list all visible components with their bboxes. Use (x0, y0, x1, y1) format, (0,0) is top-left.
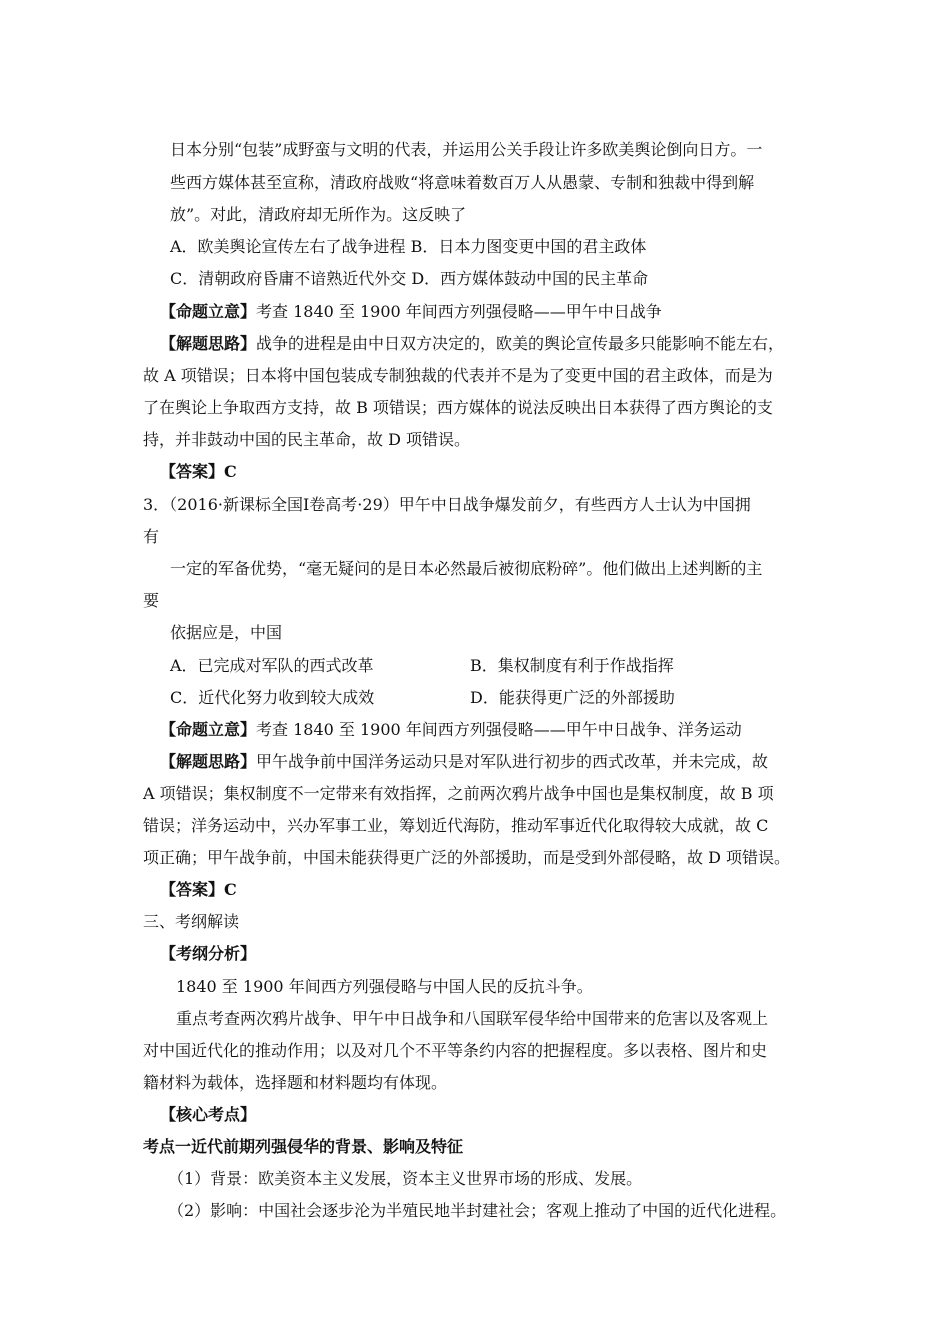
q3-stem-line: 要 (143, 591, 160, 610)
section-heading: 三、考纲解读 (143, 912, 240, 931)
q3-analysis-line: 错误；洋务运动中，兴办军事工业，筹划近代海防，推动军事近代化取得较大成就，故 C (143, 816, 769, 835)
outline-para-line: 重点考查两次鸦片战争、甲午中日战争和八国联军侵华给中国带来的危害以及客观上 (176, 1009, 769, 1028)
q3-analysis-first: 甲午战争前中国洋务运动只是对军队进行初步的西式改革，并未完成，故 (256, 752, 769, 771)
core-points-label: 【核心考点】 (160, 1105, 257, 1124)
q3-analysis-label: 【解题思路】 (160, 752, 257, 771)
point-title: 考点一近代前期列强侵华的背景、影响及特征 (143, 1137, 464, 1156)
q3-answer-value: C (224, 880, 237, 899)
q3-option-a: A．已完成对军队的西式改革 (170, 656, 374, 675)
point-item: （1）背景：欧美资本主义发展，资本主义世界市场的形成、发展。 (168, 1169, 643, 1188)
q3-analysis-line: A 项错误；集权制度不一定带来有效指挥，之前两次鸦片战争中国也是集权制度，故 B 项 (143, 784, 774, 803)
outline-para-line: 对中国近代化的推动作用；以及对几个不平等条约内容的把握程度。多以表格、图片和史 (143, 1041, 768, 1060)
q2-analysis (160, 334, 784, 354)
q2-intent-text: 考查 1840 至 1900 年间西方列强侵略——甲午中日战争 (256, 302, 662, 321)
q2-option-line: A．欧美舆论宣传左右了战争进程 B．日本力图变更中国的君主政体 (170, 237, 647, 256)
q2-intent-label: 【命题立意】 (160, 302, 257, 321)
q3-stem-line: 依据应是，中国 (170, 623, 283, 642)
q2-option-line: C．清朝政府昏庸不谙熟近代外交 D．西方媒体鼓动中国的民主革命 (170, 269, 649, 288)
q2-stem-line: 些西方媒体甚至宣称，清政府战败“将意味着数百万人从愚蒙、专制和独裁中得到解 (170, 173, 755, 192)
q2-answer (160, 462, 237, 482)
q3-intent-label: 【命题立意】 (160, 720, 257, 739)
q3-intent (160, 720, 742, 740)
q2-stem-line: 放”。对此，清政府却无所作为。这反映了 (170, 205, 467, 224)
q2-answer-value: C (224, 462, 237, 481)
q3-intent-text: 考查 1840 至 1900 年间西方列强侵略——甲午中日战争、洋务运动 (256, 720, 742, 739)
q3-analysis-line: 项正确；甲午战争前，中国未能获得更广泛的外部援助，而是受到外部侵略，故 D 项错误。 (143, 848, 791, 867)
q3-stem-line: 3．（2016·新课标全国Ⅰ卷高考·29）甲午中日战争爆发前夕，有些西方人士认为中国拥 (143, 495, 751, 514)
q2-stem-line: 日本分别“包装”成野蛮与文明的代表，并运用公关手段让许多欧美舆论倒向日方。一 (170, 140, 763, 159)
point-item: （2）影响：中国社会逐步沦为半殖民地半封建社会；客观上推动了中国的近代化进程。 (168, 1201, 787, 1220)
q2-analysis-line: 了在舆论上争取西方支持，故 B 项错误；西方媒体的说法反映出日本获得了西方舆论的支 (143, 398, 773, 417)
q2-analysis-line: 故 A 项错误；日本将中国包装成专制独裁的代表并不是为了变更中国的君主政体，而是为 (143, 366, 773, 385)
q2-analysis-label: 【解题思路】 (160, 334, 257, 353)
outline-para-line: 籍材料为载体，选择题和材料题均有体现。 (143, 1073, 448, 1092)
q2-analysis-line: 持，并非鼓动中国的民主革命，故 D 项错误。 (143, 430, 471, 449)
q3-answer-label: 【答案】 (160, 880, 225, 899)
q2-intent (160, 302, 662, 322)
outline-para: 1840 至 1900 年间西方列强侵略与中国人民的反抗斗争。 (176, 977, 593, 996)
q2-answer-label: 【答案】 (160, 462, 225, 481)
q3-stem-line: 有 (143, 527, 160, 546)
q3-analysis (160, 752, 768, 772)
q3-stem-line: 一定的军备优势，“毫无疑问的是日本必然最后被彻底粉碎”。他们做出上述判断的主 (170, 559, 763, 578)
outline-analysis-label: 【考纲分析】 (160, 944, 257, 963)
q3-option-d: D．能获得更广泛的外部援助 (470, 688, 675, 707)
q3-option-b: B．集权制度有利于作战指挥 (470, 656, 674, 675)
q3-option-c: C．近代化努力收到较大成效 (170, 688, 375, 707)
q3-answer (160, 880, 237, 900)
q2-analysis-first: 战争的进程是由中日双方决定的，欧美的舆论宣传最多只能影响不能左右， (256, 334, 785, 353)
